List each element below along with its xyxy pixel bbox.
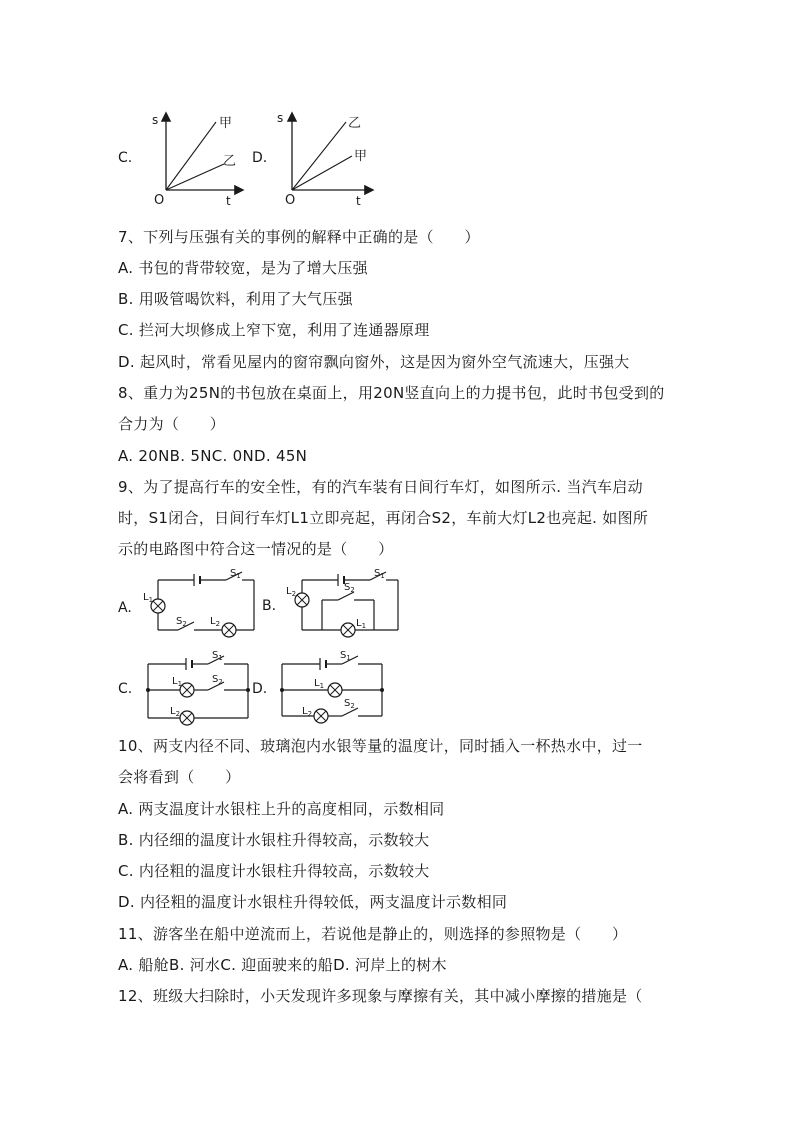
t-axis-label: t (226, 194, 231, 208)
q8-stem-line1: 8、重力为25N的书包放在桌面上，用20N竖直向上的力提书包，此时书包受到的 (118, 384, 665, 402)
s2-label: $S_2$ (212, 674, 223, 686)
origin-label: O (285, 193, 296, 208)
q8-stem-line2: 合力为（ ） (118, 415, 226, 433)
s1-label: $S_1$ (340, 650, 351, 662)
q7-option-a: A. 书包的背带较宽，是为了增大压强 (118, 259, 368, 277)
line-yi (292, 122, 346, 190)
q9-circuit-b (282, 566, 406, 642)
q9-option-c-label: C. (118, 681, 133, 697)
jia-label: 甲 (354, 149, 368, 164)
q9-circuit-d (274, 648, 390, 728)
q8-options: A. 20NB. 5NC. 0ND. 45N (118, 447, 308, 465)
l2-label: $L_2$ (302, 706, 313, 718)
s2-label: $S_2$ (344, 698, 355, 710)
s1-label: $S_1$ (212, 650, 223, 662)
q9-circuit-a (138, 566, 260, 642)
yi-label: 乙 (348, 116, 362, 131)
q11-options: A. 船舱B. 河水C. 迎面驶来的船D. 河岸上的树木 (118, 956, 447, 974)
q10-stem-line1: 10、两支内径不同、玻璃泡内水银等量的温度计，同时插入一杯热水中，过一 (118, 737, 643, 755)
s2-label: $S_2$ (176, 616, 187, 628)
l1-label: $L_1$ (356, 618, 367, 630)
line-jia (166, 122, 216, 190)
l1-label: $L_1$ (143, 592, 154, 604)
l1-label: $L_1$ (172, 676, 183, 688)
q9-stem-line3: 示的电路图中符合这一情况的是（ ） (118, 540, 394, 558)
s-axis-label: s (152, 113, 159, 127)
l1-label: $L_1$ (314, 678, 325, 690)
lamp-l1 (180, 683, 194, 697)
l2-label: $L_2$ (170, 706, 181, 718)
q9-option-b-label: B. (262, 598, 277, 614)
q7-stem: 7、下列与压强有关的事例的解释中正确的是（ ） (118, 228, 480, 246)
q9-stem-line2: 时，S1闭合，日间行车灯L1立即亮起，再闭合S2，车前大灯L2也亮起. 如图所 (118, 509, 649, 527)
l2-label: $L_2$ (210, 616, 221, 628)
q9-option-d-label: D. (252, 681, 268, 697)
lamp-l2 (180, 711, 194, 725)
line-jia (292, 156, 352, 190)
q10-option-a: A. 两支温度计水银柱上升的高度相同，示数相同 (118, 800, 445, 818)
lamp-l2 (295, 593, 309, 607)
s-axis-label: s (277, 111, 284, 125)
q10-option-d: D. 内径粗的温度计水银柱升得较低，两支温度计示数相同 (118, 893, 508, 911)
s1-label: $S_1$ (230, 568, 241, 580)
q10-option-c: C. 内径粗的温度计水银柱升得较高，示数较大 (118, 862, 430, 880)
q12-stem: 12、班级大扫除时，小天发现许多现象与摩擦有关，其中减小摩擦的措施是（ (118, 987, 643, 1005)
q9-option-a-label: A. (118, 600, 132, 616)
jia-label: 甲 (219, 116, 233, 131)
yi-label: 乙 (223, 154, 237, 169)
q6-graph-d (272, 108, 382, 208)
q7-option-b: B. 用吸管喝饮料，利用了大气压强 (118, 290, 353, 308)
lamp-l1 (151, 599, 165, 613)
q10-stem-line2: 会将看到（ ） (118, 768, 241, 786)
q7-option-d: D. 起风时，常看见屋内的窗帘飘向窗外，这是因为窗外空气流速大，压强大 (118, 353, 630, 371)
origin-label: O (154, 193, 165, 208)
q6-option-c-label: C. (118, 150, 133, 166)
q6-option-d-label: D. (252, 150, 268, 166)
lamp-l1 (328, 683, 342, 697)
q7-option-c: C. 拦河大坝修成上窄下宽，利用了连通器原理 (118, 321, 430, 339)
t-axis-label: t (356, 194, 361, 208)
s1-label: $S_1$ (374, 568, 385, 580)
q10-option-b: B. 内径细的温度计水银柱升得较高，示数较大 (118, 831, 430, 849)
q11-stem: 11、游客坐在船中逆流而上，若说他是静止的，则选择的参照物是（ ） (118, 925, 628, 943)
l2-label: $L_2$ (286, 586, 297, 598)
lamp-l2 (314, 709, 328, 723)
line-yi (166, 164, 224, 190)
s2-label: $S_2$ (344, 582, 355, 594)
q6-graph-c (146, 108, 246, 208)
q9-stem-line1: 9、为了提高行车的安全性，有的汽车装有日间行车灯，如图所示. 当汽车启动 (118, 478, 643, 496)
q9-circuit-c (140, 648, 256, 728)
lamp-l2 (222, 623, 236, 637)
lamp-l1 (341, 623, 355, 637)
